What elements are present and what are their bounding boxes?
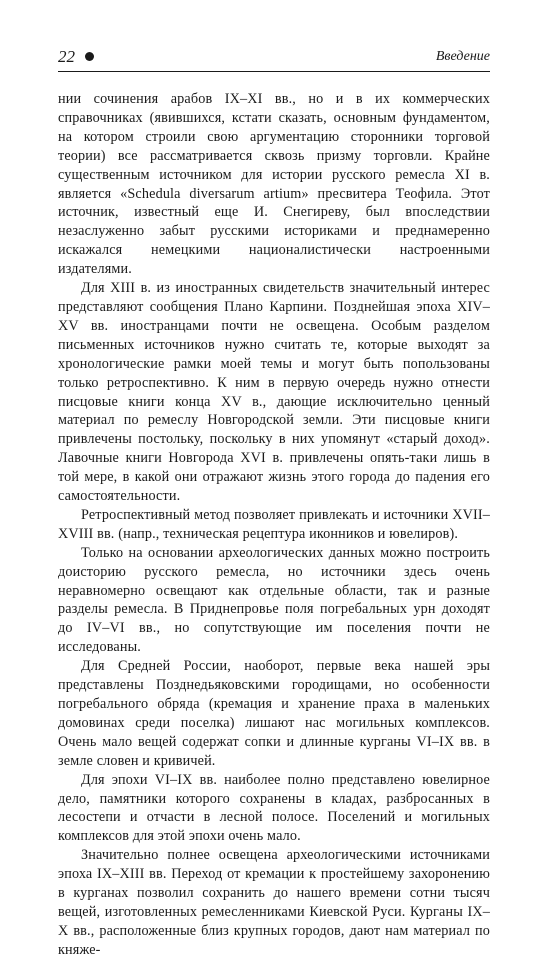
paragraph: Только на основании археологических данных можно построить доисторию русского ремесла, но источники здесь очень неравномерно освещают как отдельные области, так и разные разделы ремесла. В Приднепровье поля погребальных урн доходят до IV–VI вв., но сопутствующие им поселения почти не исследованы. [58,544,490,656]
section-title: Введение [435,49,490,64]
paragraph: Для Средней России, наоборот, первые века нашей эры представлены Позднедьяковскими городищами, но особенности погребального обряда (кремация и хранение праха в маленьких домовинах среди поселка) лишают нас могильных комплексов. Очень мало вещей содержат сопки и длинные курганы VI–IX вв. в земле словен и кривичей. [58,658,490,769]
header-rule [58,71,490,72]
body-text [58,90,490,960]
paragraph: Для эпохи VI–IX вв. наиболее полно представлено ювелирное дело, памятники которого сохранены в кладах, разбросанных в лесостепи и отчасти в лесной полосе. Поселений и могильных комплексов для этой эпохи очень мало. [58,771,490,845]
paragraph: Значительно полнее освещена археологическими источниками эпоха IX–XIII вв. Переход от кремации к простейшему захоронению в курганах позволил сохранить до нашего времени сотни тысяч вещей, изготовленных ремесленниками Киевской Руси. Курганы IX–X вв., расположенные близ крупных городов, дают нам материал по княже- [58,847,490,958]
paragraph: Ретроспективный метод позволяет привлекать и источники XVII–XVIII вв. (напр., техническая рецептура иконников и ювелиров). [58,506,490,542]
page-number: 22 [58,47,75,66]
paragraph: нии сочинения арабов IX–XI вв., но и в их коммерческих справочниках (явившихся, кстати сказать, основным фундаментом, на котором строили свою аргументацию сторонники торговой теории) все рассматривается сквозь призму торговли. Крайне существенным источником для истории русского ремесла XI в. является «Schedula diversarum artium» пресвитера Теофила. Этот источник, известный еще И. Снегиреву, был впоследствии незаслуженно забыт русскими историками и преднамеренно искажался немецкими националистически настроенными издателями. [58,91,490,278]
running-header [58,46,490,68]
paragraph: Для XIII в. из иностранных свидетельств значительный интерес представляют сообщения Плано Карпини. Позднейшая эпоха XIV–XV вв. иностранцами почти не освещена. Особым разделом письменных источников нужно считать те, которые выходят за хронологические рамки моей темы и могут быть попользованы только ретроспективно. К ним в первую очередь нужно отнести писцовые книги конца XV в., дающие исключительно ценный материал по ремеслу Новгородской земли. Эти писцовые книги привлечены постольку, поскольку в них упомянут «старый доход». Лавочные книги Новгорода XVI в. привлечены опять-таки лишь в той мере, в какой они отражают жизнь этого города до падения его самостоятельности. [58,280,490,505]
bullet-icon [85,52,94,61]
